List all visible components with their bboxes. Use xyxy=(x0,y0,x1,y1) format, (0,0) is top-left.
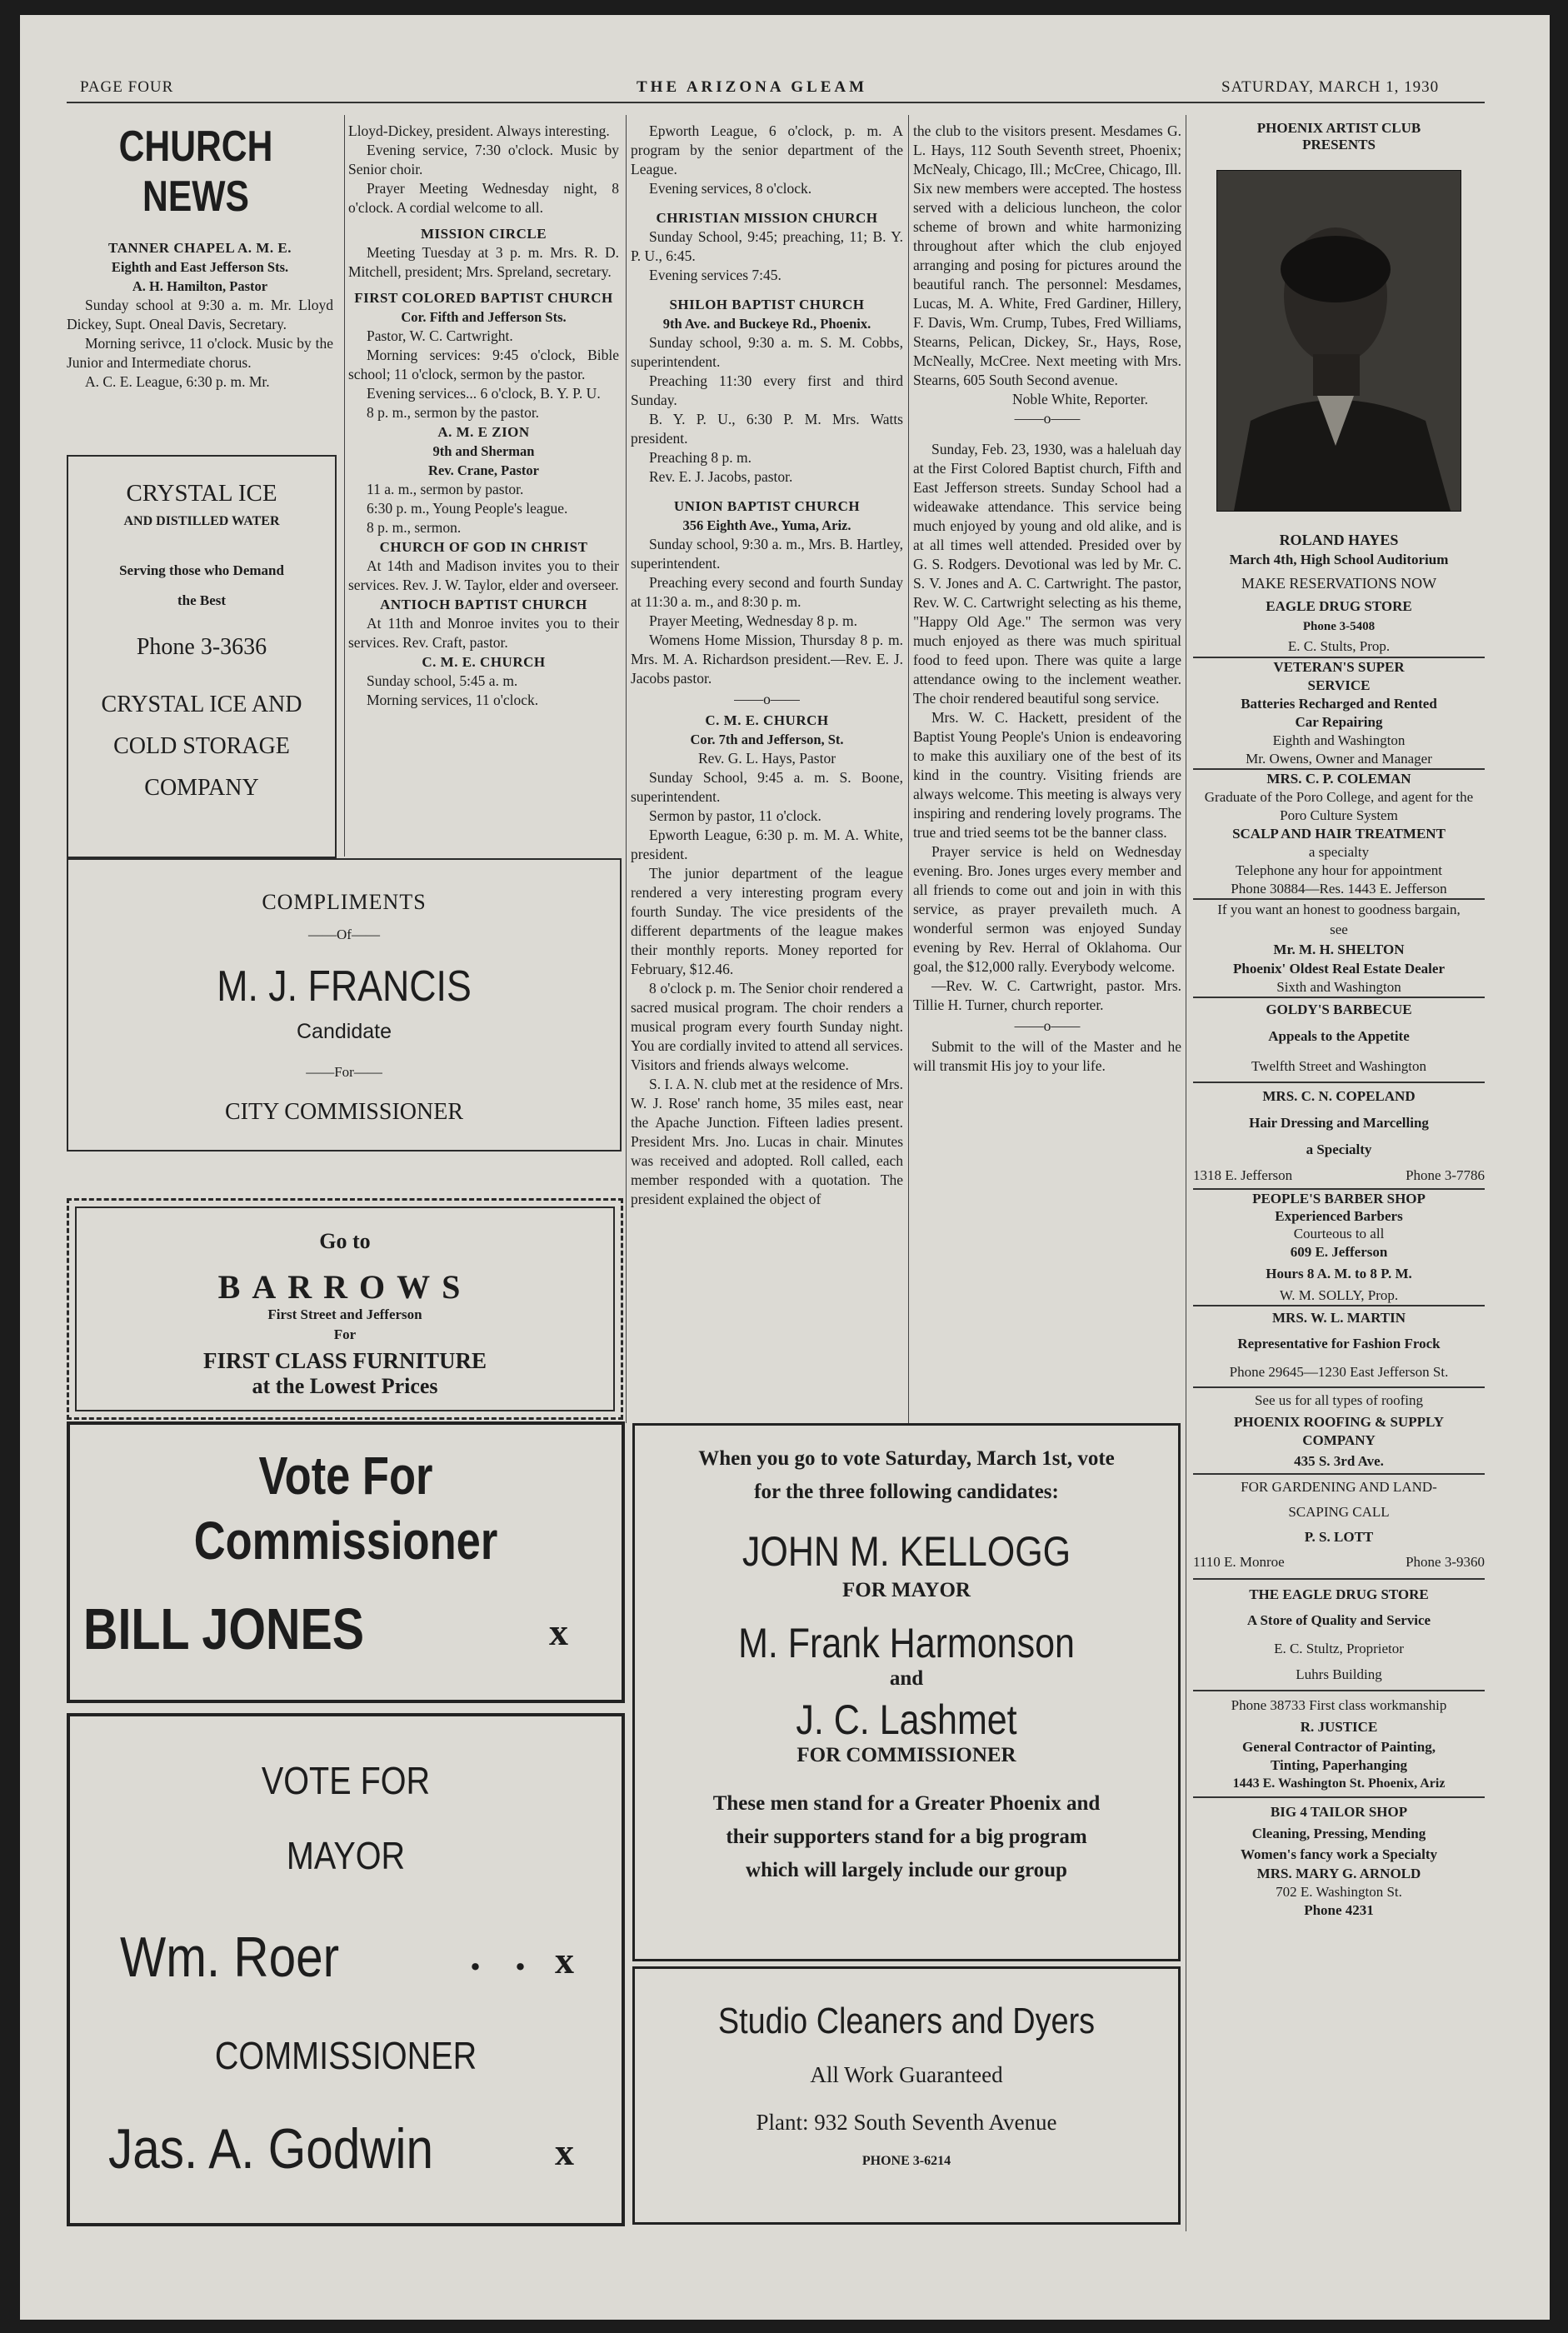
ad-line: MRS. C. N. COPELAND xyxy=(1262,1088,1416,1104)
ad-line: SCALP AND HAIR TREATMENT xyxy=(1232,826,1446,842)
ad-line: GOLDY'S BARBECUE xyxy=(1266,1002,1412,1017)
portrait-photo xyxy=(1216,170,1461,512)
ad-line: Batteries Recharged and Rented xyxy=(1241,696,1437,712)
ad-line: Vote For xyxy=(258,1446,433,1506)
paragraph: Meeting Tuesday at 3 p. m. Mrs. R. D. Mitchell, president; Mrs. Spreland, secretary. xyxy=(348,244,619,280)
store-name: Studio Cleaners and Dyers xyxy=(717,2001,1096,2041)
crystal-ice-ad xyxy=(67,455,337,858)
paragraph: 6:30 p. m., Young People's league. xyxy=(367,500,568,517)
ad-line: Eighth and Washington xyxy=(1272,732,1406,748)
martin-ad xyxy=(1193,1306,1485,1386)
ad-line: AND DISTILLED WATER xyxy=(123,514,280,528)
ad-line: PEOPLE'S BARBER SHOP xyxy=(1252,1191,1426,1206)
ad-line: COMPANY xyxy=(1302,1432,1376,1448)
ballot-mark: x xyxy=(549,1611,568,1653)
paragraph: —Rev. W. C. Cartwright, pastor. Mrs. Tillie H. Turner, church reporter. xyxy=(913,977,1181,1013)
section-separator: ——o—— xyxy=(1014,410,1081,427)
paragraph: Sunday School, 9:45; preaching, 11; B. Y. P. U., 6:45. xyxy=(631,228,903,264)
paragraph: Submit to the will of the Master and he will transmit His joy to your life. xyxy=(913,1038,1181,1074)
ad-line: 609 E. Jefferson xyxy=(1290,1244,1388,1260)
ad-line: E. C. Stults, Prop. xyxy=(1287,638,1391,654)
paragraph: Prayer service is held on Wednesday evening. Bro. Jones urges every member and all friends to come out and join in with this service, as prayer prevaileth much. A wonderful sermon was enjoyed Sunday evening by Rev. Herral of Oklahoma. Our goal, the $12,000 rally. Everybody welcome. xyxy=(913,843,1181,975)
copeland-ad xyxy=(1193,1083,1485,1188)
ad-line: COMMISSIONER xyxy=(214,2034,477,2077)
bill-jones-ad xyxy=(67,1421,625,1703)
paragraph: Evening service, 7:30 o'clock. Music by Senior choir. xyxy=(348,142,619,177)
ad-line: Candidate xyxy=(297,1020,392,1043)
paragraph: the club to the visitors present. Mesdames G. L. Hays, 112 South Seventh street, Phoenix; McNealy, Chicago, Ill.; McCree, Chicago, Ill. Six new members were accepted. The hostess served with a delicious luncheon, the color scheme of brown and white harmonizing throughout after which the club enjoyed arranging and posing for pictures around the beautiful ranch. The personnel: Mesdames, Lucas, M. A. White, Fred Gardiner, Hillery, F. Davis, Wm. Crump, Tubes, Fred Williams, Stearns, Pelican, Dickey, Sr., Hays, Rose, McNeally, McCree. Next meeting with Mrs. Stearns, 605 South Second avenue. xyxy=(913,122,1181,388)
ad-line: 1443 E. Washington St. Phoenix, Ariz xyxy=(1232,1776,1446,1791)
ad-line: These men stand for a Greater Phoenix and xyxy=(712,1792,1101,1815)
ad-line: which will largely include our group xyxy=(746,1859,1067,1881)
candidate-name: JOHN M. KELLOGG xyxy=(742,1528,1071,1575)
ad-line: a specialty xyxy=(1308,844,1370,860)
ad-line: a Specialty xyxy=(1306,1142,1372,1157)
church-address: Cor. 7th and Jefferson, St. xyxy=(690,732,844,747)
ad-line: General Contractor of Painting, xyxy=(1242,1739,1436,1755)
ad-line: Serving those who Demand xyxy=(119,562,284,578)
veteran-service-ad xyxy=(1193,658,1485,768)
ballot-mark: x xyxy=(555,2131,574,2173)
ad-line: MAKE RESERVATIONS NOW xyxy=(1241,575,1437,592)
paragraph: Epworth League, 6:30 p. m. M. A. White, president. xyxy=(631,827,903,862)
ad-line: MRS. MARY G. ARNOLD xyxy=(1256,1866,1421,1881)
ad-line: PRESENTS xyxy=(1302,137,1376,152)
ad-line: ——For—— xyxy=(306,1064,382,1080)
church-title: CHURCH OF GOD IN CHRIST xyxy=(379,539,588,555)
kellogg-ad xyxy=(632,1423,1181,1961)
ad-line: SERVICE xyxy=(1307,677,1371,693)
ad-line: If you want an honest to goodness bargain, see xyxy=(1217,902,1461,937)
ad-line: March 4th, High School Auditorium xyxy=(1229,552,1449,567)
paragraph: Womens Home Mission, Thursday 8 p. m. Mrs. M. A. Richardson president.—Rev. E. J. Jacobs pastor. xyxy=(631,632,903,687)
paragraph: A. C. E. League, 6:30 p. m. Mr. xyxy=(85,373,270,390)
ad-line: FOR GARDENING AND LAND- xyxy=(1241,1479,1437,1495)
ad-line: Cleaning, Pressing, Mending xyxy=(1251,1826,1426,1841)
church-title: ANTIOCH BAPTIST CHURCH xyxy=(380,597,587,612)
paragraph: Evening services, 8 o'clock. xyxy=(649,180,812,197)
ad-line: FIRST CLASS FURNITURE xyxy=(202,1348,487,1373)
paragraph: Morning services: 9:45 o'clock, Bible school; 11 o'clock, sermon by the pastor. xyxy=(348,347,619,382)
paragraph: Sunday school at 9:30 a. m. Mr. Lloyd Dickey, Supt. Oneal Davis, Secretary. xyxy=(67,297,333,332)
phone-number: PHONE 3-6214 xyxy=(861,2154,951,2168)
ad-line: COMPANY xyxy=(144,775,259,801)
shelton-ad xyxy=(1193,900,1485,997)
ad-line: and xyxy=(889,1667,924,1690)
header-rule xyxy=(67,102,1485,103)
tailor-shop-ad xyxy=(1193,1801,1485,1920)
paragraph: Morning serivce, 11 o'clock. Music by the Junior and Intermediate chorus. xyxy=(67,335,333,371)
divider xyxy=(1193,1578,1485,1580)
goldys-barbecue-ad xyxy=(1193,998,1485,1082)
ad-line: PHOENIX ARTIST CLUB xyxy=(1256,120,1421,136)
ad-line: EAGLE DRUG STORE xyxy=(1266,598,1412,614)
church-pastor: Rev. Crane, Pastor xyxy=(428,462,539,478)
ad-line: When you go to vote Saturday, March 1st, vote xyxy=(698,1447,1115,1470)
ad-line: BIG 4 TAILOR SHOP xyxy=(1270,1804,1408,1820)
ad-line: Commissioner xyxy=(193,1511,498,1571)
paragraph: S. I. A. N. club met at the residence of Mrs. W. J. Rose' ranch home, 35 miles east, near the Apache Junction. Fifteen ladies present. President Mrs. Jno. Lucas in chair. Minutes was received and adopted. Roll called, each member responded with a quotation. The president explained the object of xyxy=(631,1076,903,1207)
ad-line: Twelfth Street and Washington xyxy=(1251,1058,1427,1074)
ad-line: CRYSTAL ICE AND xyxy=(101,692,302,717)
eagle-drug-ad xyxy=(1193,1583,1485,1686)
artist-club-ad xyxy=(1193,120,1485,657)
paragraph: 8 o'clock p. m. The Senior choir rendered a sacred musical program. The choir renders a musical program every fourth Sunday night. You are cordially invited to attend all services. Visitors and friends always welcome. xyxy=(631,980,903,1073)
paragraph: Preaching 11:30 every first and third Sunday. xyxy=(631,372,903,408)
ballot-mark: x xyxy=(555,1939,574,1981)
paragraph: Sunday school, 5:45 a. m. xyxy=(367,672,518,689)
ad-line: Courteous to all xyxy=(1293,1226,1385,1241)
ad-line: A Store of Quality and Service xyxy=(1246,1612,1431,1628)
ad-line: Hair Dressing and Marcelling xyxy=(1249,1115,1429,1131)
paragraph: 11 a. m., sermon by pastor. xyxy=(367,481,524,497)
paragraph: Evening services... 6 o'clock, B. Y. P. U. xyxy=(367,385,601,402)
ad-line: FOR COMMISSIONER xyxy=(796,1744,1016,1766)
paragraph: Sunday school, 9:30 a. m. S. M. Cobbs, superintendent. xyxy=(631,334,903,370)
ad-line: Luhrs Building xyxy=(1296,1666,1382,1682)
business-directory-column xyxy=(1193,120,1485,1920)
ad-line: Phone 30884—Res. 1443 E. Jefferson xyxy=(1231,881,1447,897)
ad-line: CRYSTAL ICE xyxy=(126,480,277,507)
church-address: Eighth and East Jefferson Sts. xyxy=(111,259,289,275)
candidate-name: Wm. Roer xyxy=(120,1926,340,1989)
ad-line: Appeals to the Appetite xyxy=(1268,1028,1410,1044)
ad-line: Phone 29645—1230 East Jefferson St. xyxy=(1229,1364,1449,1380)
reporter-byline: Noble White, Reporter. xyxy=(1012,391,1148,407)
ad-line: the Best xyxy=(177,592,227,608)
ad-line: ——Of—— xyxy=(308,927,380,942)
church-news-column-1 xyxy=(67,122,333,392)
candidate-name: Jas. A. Godwin xyxy=(108,2117,434,2181)
paragraph: Pastor, W. C. Cartwright. xyxy=(367,327,513,344)
section-separator: ——o—— xyxy=(734,691,800,707)
phone-number: Phone 4231 xyxy=(1304,1902,1374,1918)
paragraph: The junior department of the league rendered a very interesting program every fourth Sunday. The vice presidents of the different departments of the league makes their monthly reports. Money reported for February, $12.46. xyxy=(631,865,903,977)
phone-number: Phone 3-3636 xyxy=(136,634,267,660)
ad-line: P. S. LOTT xyxy=(1304,1529,1374,1545)
paragraph: Rev. E. J. Jacobs, pastor. xyxy=(649,468,793,485)
ad-line: VETERAN'S SUPER xyxy=(1273,659,1405,675)
ad-line: MRS. C. P. COLEMAN xyxy=(1266,771,1411,787)
ad-line: 1110 E. Monroe Phone 3-9360 xyxy=(1193,1554,1485,1570)
ad-line: Tinting, Paperhanging xyxy=(1270,1757,1408,1773)
divider xyxy=(1193,1796,1485,1798)
phone-number: Phone 3-5408 xyxy=(1302,620,1376,633)
candidate-name: M. Frank Harmonson xyxy=(738,1620,1075,1666)
church-title: C. M. E. CHURCH xyxy=(705,712,829,728)
lott-ad xyxy=(1193,1475,1485,1575)
ad-line: Hours 8 A. M. to 8 P. M. xyxy=(1266,1266,1412,1281)
church-title: SHILOH BAPTIST CHURCH xyxy=(669,297,865,312)
ad-line: COLD STORAGE xyxy=(113,733,290,759)
paragraph: Preaching every second and fourth Sunday at 11:30 a. m., and 8:30 p. m. xyxy=(631,574,903,610)
ad-line: Telephone any hour for appointment xyxy=(1235,862,1443,878)
ad-line: First Street and Jefferson xyxy=(267,1306,422,1322)
ad-line: SCAPING CALL xyxy=(1288,1504,1390,1520)
church-address: 356 Eighth Ave., Yuma, Ariz. xyxy=(682,517,851,533)
paragraph: Sunday school, 9:30 a. m., Mrs. B. Hartley, superintendent. xyxy=(631,536,903,572)
church-news-column-4 xyxy=(913,122,1181,1076)
ad-line: THE EAGLE DRUG STORE xyxy=(1249,1586,1429,1602)
church-title: UNION BAPTIST CHURCH xyxy=(673,498,861,514)
candidate-name: M. J. FRANCIS xyxy=(217,962,472,1011)
ad-line: Plant: 932 South Seventh Avenue xyxy=(756,2110,1057,2135)
roer-godwin-ad xyxy=(67,1713,625,2226)
paragraph: Epworth League, 6 o'clock, p. m. A program by the senior department of the League. xyxy=(631,122,903,177)
page-number: PAGE FOUR xyxy=(80,78,174,96)
church-pastor: A. H. Hamilton, Pastor xyxy=(132,278,268,294)
ad-line: VOTE FOR xyxy=(261,1759,431,1802)
ad-line: at the Lowest Prices xyxy=(252,1374,438,1398)
church-pastor: Rev. G. L. Hays, Pastor xyxy=(697,750,836,767)
ad-line: R. JUSTICE xyxy=(1300,1719,1378,1735)
studio-cleaners-ad xyxy=(632,1966,1181,2225)
ad-line: 435 S. 3rd Ave. xyxy=(1294,1453,1384,1469)
ad-line: All Work Guaranteed xyxy=(810,2062,1003,2087)
church-address: Cor. Fifth and Jefferson Sts. xyxy=(401,309,567,325)
paragraph: Sunday, Feb. 23, 1930, was a haleluah day at the First Colored Baptist church, Fifth and East Jefferson streets. Sunday School had a wideawake attendance. This service being much enjoyed by young and old alike, and is at all times well attended. Presided over by G. S. Rodgers. Devotional was led by Mr. C. S. V. Jones and A. C. Cartwright. The pastor, Rev. W. C. Cartwright selecting as his theme, "Happy Old Age." The sermon was very much enjoyed as there was much spiritual food to feed upon. There was quite a large attendance owing to the inclement weather. The choir rendered beautiful song service. xyxy=(913,441,1181,707)
church-news-title: CHURCH NEWS xyxy=(118,122,273,221)
francis-ad xyxy=(67,858,622,1152)
paragraph: B. Y. P. U., 6:30 P. M. Mrs. Watts president. xyxy=(631,411,903,447)
ad-line: Women's fancy work a Specialty xyxy=(1240,1846,1438,1862)
paragraph: Mrs. W. C. Hackett, president of the Baptist Young People's Union is endeavoring to make this auxiliary one of the best of its kind in the country. Visiting friends are always welcome. This meeting is always very inspiring and rendering lovely programs. The true and tried seems tot be the banner class. xyxy=(913,709,1181,841)
paragraph: At 11th and Monroe invites you to their services. Rev. Craft, pastor. xyxy=(348,615,619,651)
church-address: 9th and Sherman xyxy=(432,443,535,459)
ad-line: COMPLIMENTS xyxy=(262,890,427,914)
ad-line: Mr. M. H. SHELTON xyxy=(1273,942,1405,957)
ad-line: Representative for Fashion Frock xyxy=(1237,1336,1441,1351)
church-title: FIRST COLORED BAPTIST CHURCH xyxy=(354,290,613,306)
church-title: TANNER CHAPEL A. M. E. xyxy=(108,240,292,256)
issue-date: SATURDAY, MARCH 1, 1930 xyxy=(1221,78,1440,96)
paragraph: Prayer Meeting Wednesday night, 8 o'clock. A cordial welcome to all. xyxy=(348,180,619,216)
church-address: 9th Ave. and Buckeye Rd., Phoenix. xyxy=(662,316,871,332)
paragraph: 8 p. m., sermon by the pastor. xyxy=(367,404,540,421)
church-title: MISSION CIRCLE xyxy=(420,226,547,242)
ad-line: Graduate of the Poro College, and agent for the Poro Culture System xyxy=(1204,789,1474,823)
paragraph: Preaching 8 p. m. xyxy=(649,449,752,466)
paragraph: Lloyd-Dickey, president. Always interesting. xyxy=(348,122,610,139)
newspaper-page xyxy=(20,15,1550,2320)
ad-line: 702 E. Washington St. xyxy=(1276,1884,1402,1900)
barber-shop-ad xyxy=(1193,1190,1485,1305)
paragraph: Sermon by pastor, 11 o'clock. xyxy=(649,807,821,824)
column-rule xyxy=(908,115,909,1423)
store-name: BARROWS xyxy=(217,1268,472,1306)
column-rule xyxy=(626,115,627,1423)
ad-line: PHOENIX ROOFING & SUPPLY xyxy=(1233,1414,1445,1430)
paragraph: At 14th and Madison invites you to their services. Rev. J. W. Taylor, elder and overseer. xyxy=(348,557,619,593)
church-title: C. M. E. CHURCH xyxy=(422,654,546,670)
ad-line: Experienced Barbers xyxy=(1275,1208,1403,1224)
ad-line: For xyxy=(333,1326,357,1342)
paragraph: 8 p. m., sermon. xyxy=(367,519,462,536)
masthead-title: THE ARIZONA GLEAM xyxy=(637,78,868,96)
candidate-name: J. C. Lashmet xyxy=(796,1696,1017,1743)
paragraph: Sunday School, 9:45 a. m. S. Boone, superintendent. xyxy=(631,769,903,805)
ad-line: CITY COMMISSIONER xyxy=(225,1099,463,1125)
section-separator: ——o—— xyxy=(1014,1017,1081,1034)
ad-line: W. M. SOLLY, Prop. xyxy=(1279,1287,1399,1303)
ad-line: Phone 38733 First class workmanship xyxy=(1231,1697,1447,1713)
ad-line: Go to xyxy=(319,1229,371,1253)
ad-line: 1318 E. Jefferson Phone 3-7786 xyxy=(1193,1167,1485,1183)
paragraph: Evening services 7:45. xyxy=(649,267,782,283)
church-title: CHRISTIAN MISSION CHURCH xyxy=(656,210,878,226)
church-news-column-3 xyxy=(631,122,903,1209)
ad-line: See us for all types of roofing xyxy=(1254,1392,1424,1408)
ad-line: for the three following candidates: xyxy=(754,1481,1059,1503)
ad-line: E. C. Stultz, Proprietor xyxy=(1274,1641,1404,1656)
divider xyxy=(1193,1690,1485,1691)
ad-line: Car Repairing xyxy=(1295,714,1383,730)
ad-line: . . xyxy=(470,1932,537,1980)
ad-line: Phoenix' Oldest Real Estate Dealer xyxy=(1232,961,1445,977)
portrait-image xyxy=(1217,171,1461,511)
roofing-ad xyxy=(1193,1388,1485,1473)
ad-line: FOR MAYOR xyxy=(842,1579,971,1601)
coleman-ad xyxy=(1193,770,1485,898)
performer-name: ROLAND HAYES xyxy=(1279,532,1399,548)
barrows-ad xyxy=(67,1198,623,1420)
ad-line: Sixth and Washington xyxy=(1276,979,1401,995)
paragraph: Prayer Meeting, Wednesday 8 p. m. xyxy=(649,612,858,629)
ad-line: MAYOR xyxy=(286,1834,406,1877)
church-news-column-2 xyxy=(348,122,619,710)
justice-ad xyxy=(1193,1695,1485,1793)
church-title: A. M. E ZION xyxy=(437,424,530,440)
ad-line: their supporters stand for a big program xyxy=(726,1826,1087,1848)
column-rule xyxy=(344,115,345,857)
ad-line: MRS. W. L. MARTIN xyxy=(1272,1310,1406,1326)
candidate-name: BILL JONES xyxy=(83,1596,365,1661)
paragraph: Morning services, 11 o'clock. xyxy=(367,692,539,708)
ad-line: Mr. Owens, Owner and Manager xyxy=(1246,751,1432,767)
